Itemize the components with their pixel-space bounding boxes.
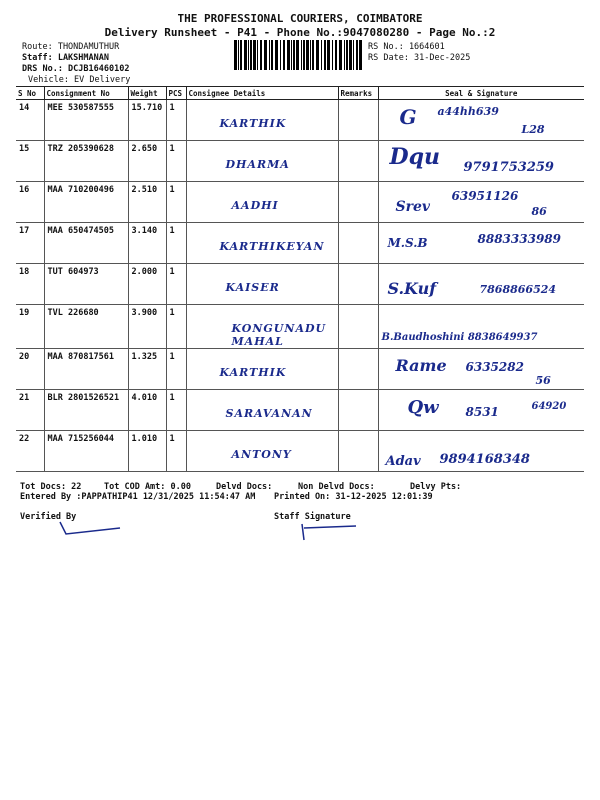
row-sno: 14 — [16, 100, 44, 141]
table-row — [16, 349, 584, 390]
row-signature-cell — [378, 390, 584, 431]
table-row — [16, 141, 584, 182]
row-signature-handwriting: 9894168348 — [439, 452, 530, 467]
row-consignee-handwriting: AADHI — [231, 199, 279, 212]
entered-by: Entered By :PAPPATHIP41 12/31/2025 11:54:47 AM — [20, 492, 256, 502]
row-signature-handwriting: 63951126 — [451, 189, 519, 203]
row-weight: 3.140 — [128, 223, 166, 264]
row-weight: 2.650 — [128, 141, 166, 182]
row-sno: 19 — [16, 305, 44, 349]
row-pcs: 1 — [166, 349, 186, 390]
row-signature-handwriting: Rame — [395, 356, 447, 375]
row-remarks — [338, 223, 378, 264]
row-consignment-no: MAA 710200496 — [44, 182, 128, 223]
row-signature-cell — [378, 264, 584, 305]
row-consignee-handwriting: KAISER — [225, 281, 280, 294]
row-signature-handwriting: Srev — [395, 199, 431, 215]
row-pcs: 1 — [166, 305, 186, 349]
row-consignee-cell — [186, 305, 338, 349]
table-header-row — [16, 87, 584, 100]
row-sno: 18 — [16, 264, 44, 305]
table-row — [16, 223, 584, 264]
rs-number: RS No.: 1664601 — [368, 42, 445, 52]
header-weight: Weight — [128, 87, 166, 100]
row-consignment-no: MAA 715256044 — [44, 431, 128, 472]
printed-on: Printed On: 31-12-2025 12:01:39 — [274, 492, 433, 502]
row-signature-handwriting: B.Baudhoshini 8838649937 — [381, 332, 538, 343]
row-pcs: 1 — [166, 182, 186, 223]
row-signature-handwriting: M.S.B — [387, 236, 428, 250]
row-consignee-cell — [186, 264, 338, 305]
row-consignment-no: MAA 650474505 — [44, 223, 128, 264]
row-weight: 3.900 — [128, 305, 166, 349]
header-sno: S No — [16, 87, 44, 100]
row-remarks — [338, 390, 378, 431]
row-signature-cell — [378, 431, 584, 472]
row-signature-handwriting: 7868866524 — [479, 283, 557, 296]
row-weight: 15.710 — [128, 100, 166, 141]
row-consignment-no: MAA 870817561 — [44, 349, 128, 390]
row-signature-handwriting: 8531 — [465, 405, 499, 419]
rs-date: RS Date: 31-Dec-2025 — [368, 53, 471, 63]
table-row — [16, 305, 584, 349]
row-pcs: 1 — [166, 390, 186, 431]
staff-info: Staff: LAKSHMANAN — [22, 53, 109, 63]
row-signature-handwriting: 6335282 — [465, 360, 524, 374]
row-sno: 16 — [16, 182, 44, 223]
row-consignee-cell — [186, 431, 338, 472]
table-row — [16, 182, 584, 223]
delivered-docs: Delvd Docs: — [216, 482, 273, 492]
runsheet-subtitle: Delivery Runsheet - P41 - Phone No.:9047080280 - Page No.:2 — [104, 26, 496, 39]
row-consignee-handwriting: DHARMA — [225, 158, 290, 171]
row-signature-handwriting: 64920 — [531, 401, 567, 412]
row-consignee-cell — [186, 100, 338, 141]
row-consignment-no: TRZ 205390628 — [44, 141, 128, 182]
row-signature-handwriting: a44hh639 — [437, 105, 499, 118]
row-signature-cell — [378, 100, 584, 141]
staff-signature-label: Staff Signature — [274, 512, 351, 522]
row-consignee-cell — [186, 390, 338, 431]
row-signature-handwriting: Adav — [385, 454, 421, 469]
staff-signature-scribble — [296, 522, 376, 544]
row-consignment-no: MEE 530587555 — [44, 100, 128, 141]
row-weight: 1.325 — [128, 349, 166, 390]
row-consignee-cell — [186, 141, 338, 182]
row-consignment-no: BLR 2801526521 — [44, 390, 128, 431]
header-consignment: Consignment No — [44, 87, 128, 100]
row-consignment-no: TVL 226680 — [44, 305, 128, 349]
row-weight: 2.000 — [128, 264, 166, 305]
row-consignee-cell — [186, 182, 338, 223]
delivery-points: Delvy Pts: — [410, 482, 462, 492]
runsheet-table — [16, 86, 584, 472]
total-cod: Tot COD Amt: 0.00 — [104, 482, 191, 492]
row-consignment-no: TUT 604973 — [44, 264, 128, 305]
row-remarks — [338, 100, 378, 141]
row-signature-cell — [378, 182, 584, 223]
row-remarks — [338, 182, 378, 223]
company-title: THE PROFESSIONAL COURIERS, COIMBATORE — [177, 12, 423, 25]
verified-by-label: Verified By — [20, 512, 77, 522]
route-info: Route: THONDAMUTHUR — [22, 42, 120, 52]
row-signature-handwriting: 56 — [535, 374, 551, 387]
verified-signature-scribble — [50, 518, 130, 538]
table-row — [16, 264, 584, 305]
row-pcs: 1 — [166, 431, 186, 472]
row-signature-handwriting: G — [399, 105, 417, 129]
row-remarks — [338, 431, 378, 472]
vehicle-info: Vehicle: EV Delivery — [28, 75, 131, 85]
table-row — [16, 390, 584, 431]
row-signature-cell — [378, 349, 584, 390]
row-remarks — [338, 141, 378, 182]
header-remarks: Remarks — [338, 87, 378, 100]
row-pcs: 1 — [166, 223, 186, 264]
row-signature-handwriting: 9791753259 — [463, 160, 554, 175]
row-remarks — [338, 305, 378, 349]
row-pcs: 1 — [166, 264, 186, 305]
drs-number: DRS No.: DCJB16460102 — [22, 64, 130, 74]
header-pcs: PCS — [166, 87, 186, 100]
table-row — [16, 431, 584, 472]
row-signature-handwriting: 8883333989 — [477, 232, 561, 246]
row-consignee-handwriting: KARTHIKEYAN — [219, 240, 325, 253]
row-pcs: 1 — [166, 100, 186, 141]
row-consignee-handwriting: ANTONY — [231, 448, 292, 461]
header-consignee: Consignee Details — [186, 87, 338, 100]
row-signature-cell — [378, 305, 584, 349]
row-weight: 4.010 — [128, 390, 166, 431]
row-consignee-cell — [186, 223, 338, 264]
row-signature-handwriting: Dqu — [389, 144, 440, 170]
row-signature-cell — [378, 141, 584, 182]
row-signature-handwriting: 86 — [531, 205, 547, 218]
row-remarks — [338, 349, 378, 390]
total-docs: Tot Docs: 22 — [20, 482, 82, 492]
row-consignee-handwriting: KARTHIK — [219, 117, 287, 130]
row-signature-handwriting: L28 — [521, 123, 545, 136]
row-signature-handwriting: S.Kuf — [387, 279, 437, 298]
row-sno: 20 — [16, 349, 44, 390]
row-pcs: 1 — [166, 141, 186, 182]
row-consignee-handwriting: KONGUNADU MAHAL — [231, 322, 327, 348]
barcode-image — [234, 40, 364, 70]
table-row — [16, 100, 584, 141]
row-signature-cell — [378, 223, 584, 264]
row-consignee-cell — [186, 349, 338, 390]
row-weight: 1.010 — [128, 431, 166, 472]
header-signature: Seal & Signature — [378, 87, 584, 100]
non-delivered-docs: Non Delvd Docs: — [298, 482, 375, 492]
row-remarks — [338, 264, 378, 305]
row-sno: 21 — [16, 390, 44, 431]
row-sno: 17 — [16, 223, 44, 264]
row-sno: 22 — [16, 431, 44, 472]
row-signature-handwriting: Qw — [407, 397, 439, 418]
row-sno: 15 — [16, 141, 44, 182]
row-consignee-handwriting: KARTHIK — [219, 366, 287, 379]
row-weight: 2.510 — [128, 182, 166, 223]
row-consignee-handwriting: SARAVANAN — [225, 407, 313, 420]
